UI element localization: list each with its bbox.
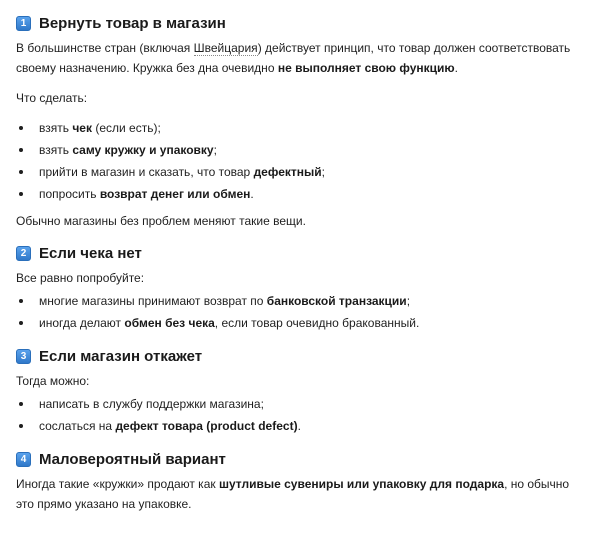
keycap-number-3-icon: 3 [16, 349, 31, 364]
list-item: взять саму кружку и упаковку; [16, 139, 589, 161]
paragraph: Обычно магазины без проблем меняют такие вещи. [16, 214, 306, 228]
section-title: Если чека нет [39, 244, 142, 262]
section-heading [16, 14, 589, 32]
section-heading [16, 244, 589, 262]
what-to-do-label: Что сделать: [16, 91, 88, 105]
section-no-receipt [16, 244, 589, 334]
section-heading [16, 450, 589, 468]
bold-text: не выполняет свою функцию [277, 61, 455, 75]
list-item: многие магазины принимают возврат по банковской транзакции; [16, 290, 589, 312]
section-title: Маловероятный вариант [39, 450, 226, 468]
steps-list [16, 117, 589, 205]
keycap-number-1-icon: 1 [16, 16, 31, 31]
paragraph [16, 474, 589, 514]
options-list [16, 290, 589, 334]
list-item: попросить возврат денег или обмен. [16, 183, 589, 205]
bold-text: шутливые сувениры или упаковку для подарка [218, 477, 505, 491]
text: ) действует принцип, что товар должен соответствовать своему назначению. Кружка без дна очевидно [16, 41, 571, 75]
paragraph [16, 38, 589, 78]
text: , но обычно это прямо указано на упаковке. [16, 477, 570, 511]
list-item: прийти в магазин и сказать, что товар дефектный; [16, 161, 589, 183]
text: Иногда такие «кружки» продают как [16, 477, 219, 491]
text: В большинстве стран (включая [16, 41, 194, 55]
section-return-to-store [16, 14, 589, 231]
list-item: иногда делают обмен без чека, если товар очевидно бракованный. [16, 312, 589, 334]
list-item: взять чек (если есть); [16, 117, 589, 139]
list-item: сослаться на дефект товара (product defect). [16, 415, 589, 437]
country-link[interactable]: Швейцария [193, 41, 258, 55]
keycap-number-2-icon: 2 [16, 246, 31, 261]
section-title: Вернуть товар в магазин [39, 14, 226, 32]
section-heading [16, 347, 589, 365]
section-title: Если магазин откажет [39, 347, 203, 365]
text: . [454, 61, 459, 75]
section-unlikely-option [16, 450, 589, 514]
section-store-refuses [16, 347, 589, 437]
list-item: написать в службу поддержки магазина; [16, 393, 589, 415]
paragraph: Все равно попробуйте: [16, 271, 145, 285]
paragraph: Тогда можно: [16, 374, 90, 388]
keycap-number-4-icon: 4 [16, 452, 31, 467]
options-list [16, 393, 589, 437]
